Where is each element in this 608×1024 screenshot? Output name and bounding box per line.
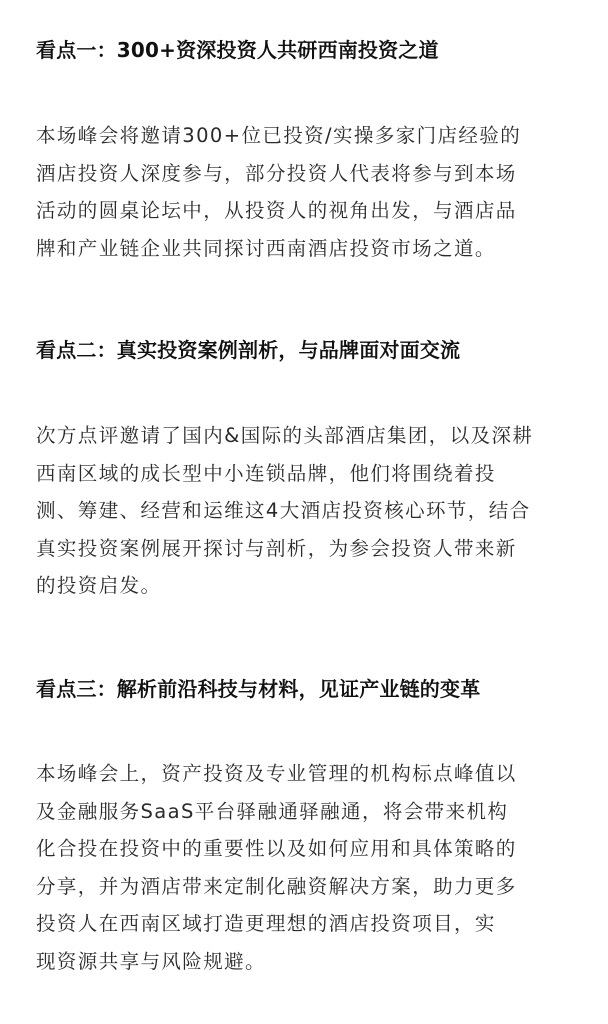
paragraph-line: 真实投资案例展开探讨与剖析，为参会投资人带来新	[36, 536, 517, 560]
paragraph-line: 现资源共享与风险规避。	[36, 949, 266, 973]
paragraph-line: 西南区域的成长型中小连锁品牌，他们将围绕着投	[36, 461, 496, 485]
paragraph-line: 活动的圆桌论坛中，从投资人的视角出发，与酒店品	[36, 199, 517, 222]
paragraph-line: 牌和产业链企业共同探讨西南酒店投资市场之道。	[36, 236, 496, 260]
paragraph-line: 本场峰会将邀请300+位已投资/实操多家门店经验的	[36, 124, 522, 147]
section-heading-1: 看点一：300+资深投资人共研西南投资之道	[36, 38, 439, 62]
paragraph-line: 次方点评邀请了国内&国际的头部酒店集团，以及深耕	[36, 424, 534, 447]
paragraph-line: 化合投在投资中的重要性以及如何应用和具体策略的	[36, 837, 517, 860]
paragraph-line: 分享，并为酒店带来定制化融资解决方案，助力更多	[36, 874, 517, 898]
paragraph-line: 的投资启发。	[36, 574, 162, 597]
paragraph-line: 及金融服务SaaS平台驿融通驿融通，将会带来机构	[36, 799, 509, 823]
paragraph-line: 投资人在西南区域打造更理想的酒店投资项目，实	[36, 912, 496, 935]
section-paragraph-3	[36, 755, 517, 980]
section-heading-2: 看点二：真实投资案例剖析，与品牌面对面交流	[36, 338, 461, 362]
paragraph-line: 本场峰会上，资产投资及专业管理的机构标点峰值以	[36, 762, 517, 785]
section-heading-3: 看点三：解析前沿科技与材料，见证产业链的变革	[36, 677, 481, 701]
section-paragraph-2	[36, 417, 533, 605]
paragraph-line: 酒店投资人深度参与，部分投资人代表将参与到本场	[36, 161, 517, 185]
paragraph-line: 测、筹建、经营和运维这4大酒店投资核心环节，结合	[36, 499, 531, 522]
section-paragraph-1	[36, 117, 521, 267]
